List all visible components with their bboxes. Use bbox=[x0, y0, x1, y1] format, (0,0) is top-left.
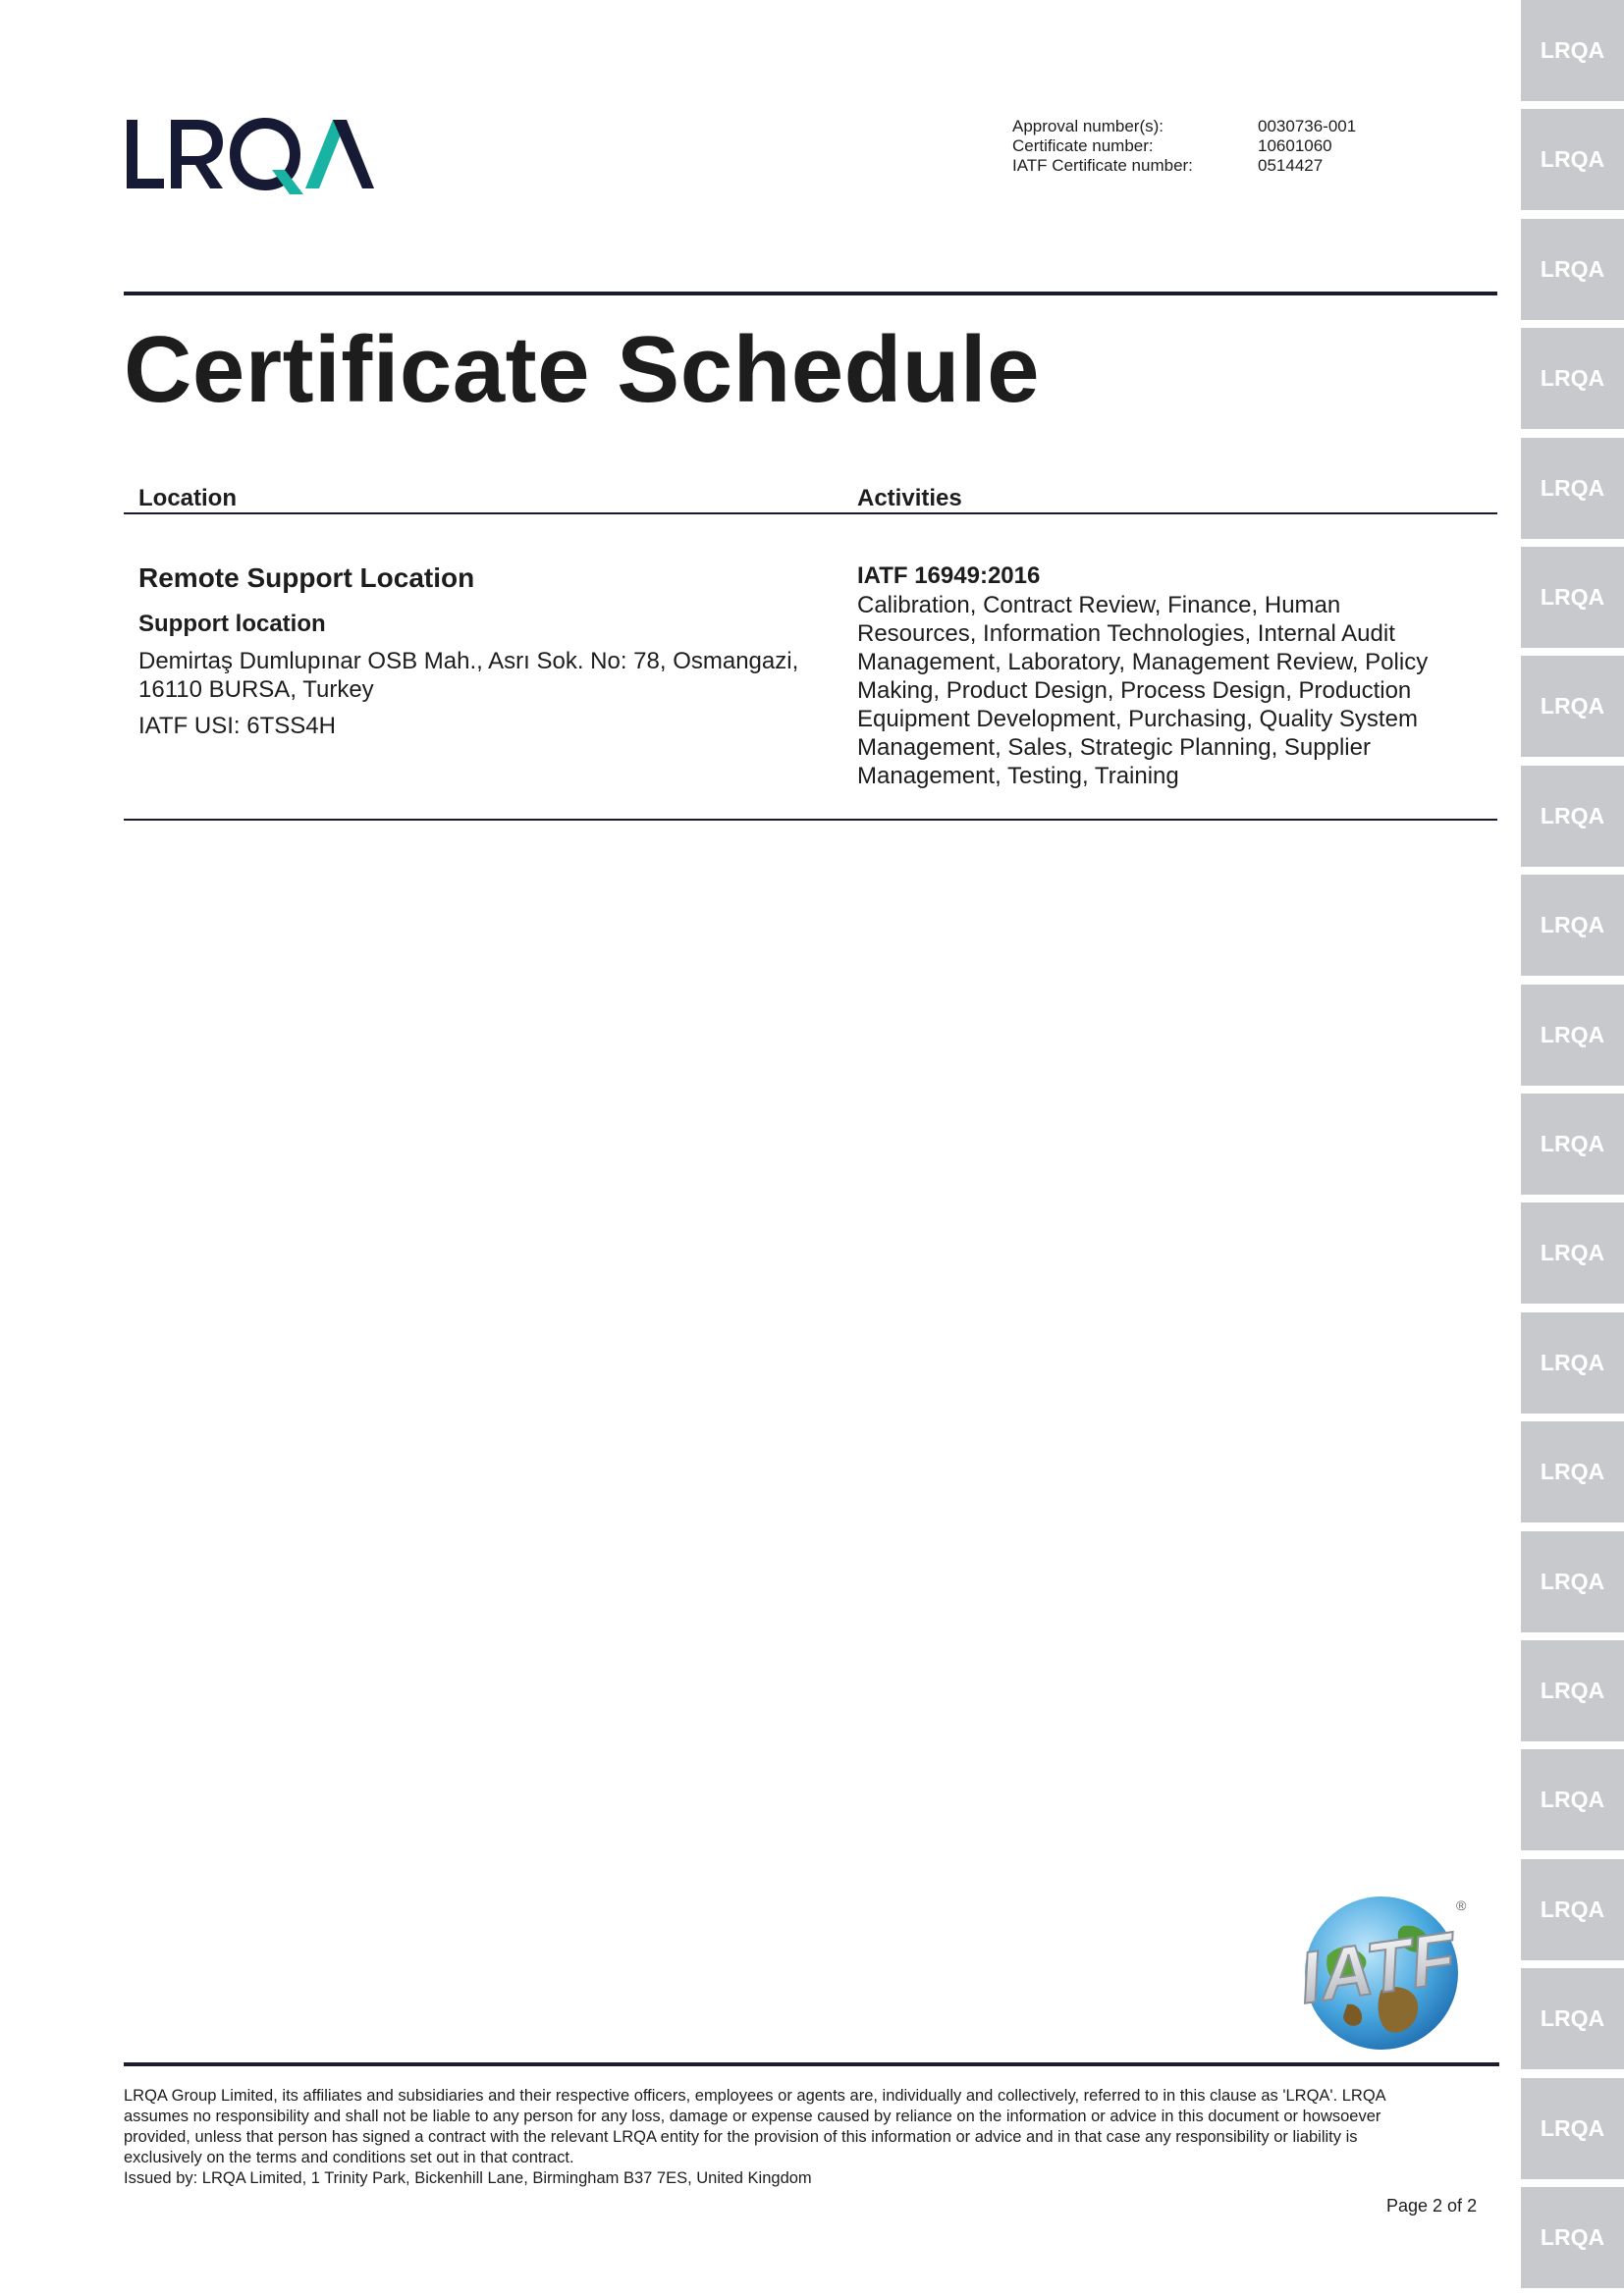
side-tab-lrqa: LRQA bbox=[1521, 1640, 1624, 1741]
iatf-certificate-row bbox=[1012, 156, 1356, 176]
address-line-2: 16110 BURSA, Turkey bbox=[138, 676, 374, 703]
activities-column-heading: Activities bbox=[857, 485, 962, 511]
certificate-label: Certificate number: bbox=[1012, 136, 1154, 155]
location-address bbox=[138, 647, 845, 704]
iatf-certificate-label: IATF Certificate number: bbox=[1012, 156, 1193, 175]
side-tab-lrqa: LRQA bbox=[1521, 766, 1624, 867]
side-tab-lrqa: LRQA bbox=[1521, 328, 1624, 429]
footer-divider bbox=[124, 2062, 1499, 2066]
disclaimer-line: assumes no responsibility and shall not be liable to any person for any loss, damage or expense caused by reliance on the information or advice in this document or howsoever bbox=[124, 2108, 1381, 2125]
side-tab-lrqa: LRQA bbox=[1521, 1421, 1624, 1522]
side-tab-lrqa: LRQA bbox=[1521, 1312, 1624, 1414]
iatf-usi: IATF USI: 6TSS4H bbox=[138, 713, 336, 739]
page-number: Page 2 of 2 bbox=[1386, 2196, 1478, 2216]
address-line-1: Demirtaş Dumlupınar OSB Mah., Asrı Sok. No: 78, Osmangazi, bbox=[138, 648, 799, 674]
side-tab-lrqa: LRQA bbox=[1521, 2187, 1624, 2288]
side-tab-lrqa: LRQA bbox=[1521, 985, 1624, 1086]
approval-label: Approval number(s): bbox=[1012, 117, 1164, 135]
side-tab-lrqa: LRQA bbox=[1521, 1968, 1624, 2069]
approval-row bbox=[1012, 117, 1356, 136]
side-tab-lrqa: LRQA bbox=[1521, 1859, 1624, 1960]
disclaimer-line: exclusively on the terms and conditions set out in that contract. bbox=[124, 2149, 574, 2166]
issued-by-line: Issued by: LRQA Limited, 1 Trinity Park, Bickenhill Lane, Birmingham B37 7ES, United Kingdom bbox=[124, 2169, 812, 2187]
activities-line: Calibration, Contract Review, Finance, Human bbox=[857, 592, 1341, 618]
activities-line: Equipment Development, Purchasing, Quality System bbox=[857, 706, 1418, 732]
certificate-value: 10601060 bbox=[1258, 136, 1332, 155]
table-header-divider bbox=[124, 512, 1497, 514]
side-tab-lrqa: LRQA bbox=[1521, 2078, 1624, 2179]
side-tab-lrqa: LRQA bbox=[1521, 219, 1624, 320]
side-tab-lrqa: LRQA bbox=[1521, 1202, 1624, 1304]
iatf-certificate-value: 0514427 bbox=[1258, 156, 1324, 175]
activities-line: Management, Laboratory, Management Review, Policy bbox=[857, 649, 1429, 675]
iatf-badge-text: IATF bbox=[1294, 1916, 1461, 2019]
title-divider bbox=[124, 292, 1497, 295]
location-title: Remote Support Location bbox=[138, 562, 475, 593]
side-tab-lrqa: LRQA bbox=[1521, 547, 1624, 648]
activities-line: Making, Product Design, Process Design, Production bbox=[857, 677, 1412, 704]
activities-line: Management, Testing, Training bbox=[857, 763, 1179, 789]
header-info bbox=[1012, 117, 1356, 176]
iatf-logo bbox=[1288, 1887, 1470, 2054]
side-tab-lrqa: LRQA bbox=[1521, 1749, 1624, 1850]
page-title: Certificate Schedule bbox=[124, 317, 1040, 422]
activities-line: Resources, Information Technologies, Internal Audit bbox=[857, 620, 1395, 647]
table-bottom-divider bbox=[124, 819, 1497, 821]
footer-disclaimer bbox=[124, 2086, 1513, 2189]
location-column-heading: Location bbox=[138, 485, 237, 511]
side-tab-lrqa: LRQA bbox=[1521, 875, 1624, 976]
activities-standard: IATF 16949:2016 bbox=[857, 562, 1041, 589]
side-tab-lrqa: LRQA bbox=[1521, 109, 1624, 210]
side-tab-strip bbox=[1521, 0, 1624, 2296]
activities-list bbox=[857, 591, 1505, 790]
location-subtitle: Support location bbox=[138, 611, 326, 637]
disclaimer-line: LRQA Group Limited, its affiliates and subsidiaries and their respective officers, employees or agents are, individually and collectively, referred to in this clause as 'LRQA'. LRQA bbox=[124, 2087, 1386, 2105]
registered-mark: ® bbox=[1456, 1897, 1467, 1913]
side-tab-lrqa: LRQA bbox=[1521, 1531, 1624, 1632]
activities-line: Management, Sales, Strategic Planning, Supplier bbox=[857, 734, 1371, 761]
disclaimer-line: provided, unless that person has signed a contract with the relevant LRQA entity for the provision of this information or advice and in that case any responsibility or liability is bbox=[124, 2128, 1358, 2146]
lrqa-logo bbox=[125, 116, 375, 199]
side-tab-lrqa: LRQA bbox=[1521, 656, 1624, 757]
side-tab-lrqa: LRQA bbox=[1521, 0, 1624, 101]
approval-value: 0030736-001 bbox=[1258, 117, 1357, 135]
side-tab-lrqa: LRQA bbox=[1521, 438, 1624, 539]
certificate-row bbox=[1012, 136, 1356, 156]
side-tab-lrqa: LRQA bbox=[1521, 1094, 1624, 1195]
